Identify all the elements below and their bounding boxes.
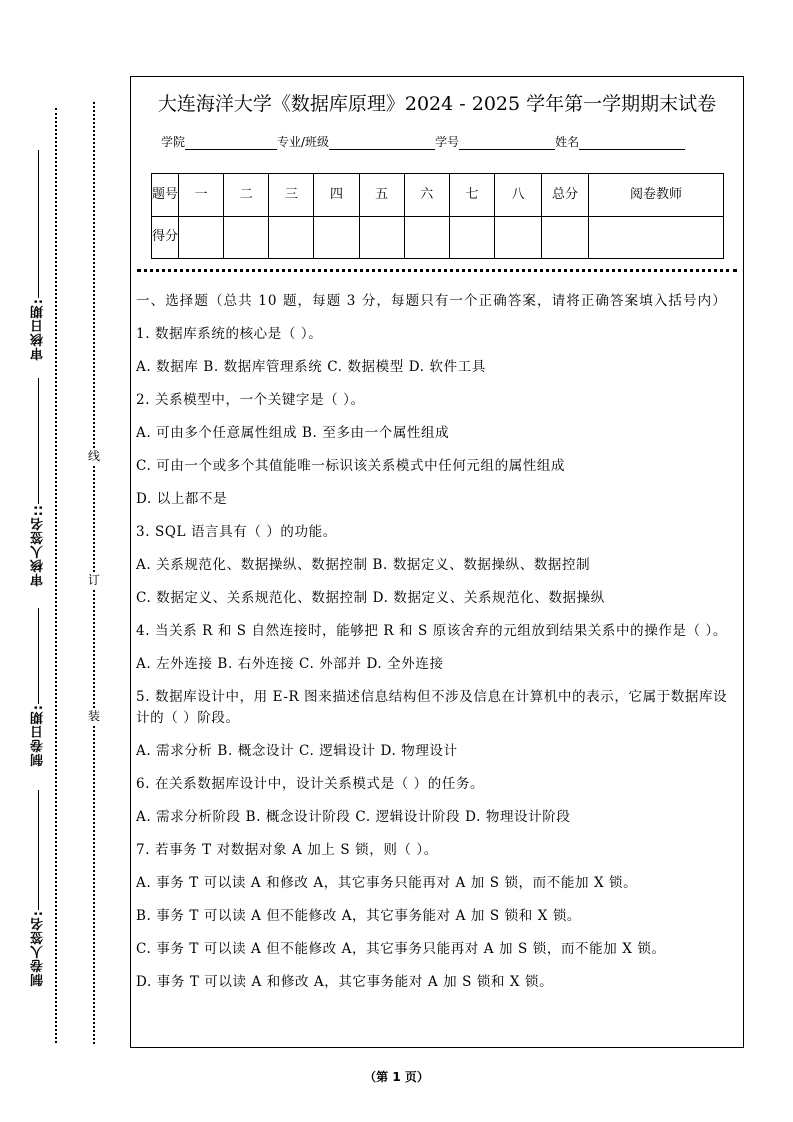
reviewer-signature-line [38, 378, 39, 504]
col-header-grader: 阅卷教师 [589, 174, 724, 217]
score-cell[interactable] [179, 216, 224, 259]
row-label-score: 得分 [152, 216, 179, 259]
option-line: A. 需求分析阶段 B. 概念设计阶段 C. 逻辑设计阶段 D. 物理设计阶段 [136, 809, 571, 825]
make-date-line [38, 608, 39, 704]
reviewer-signature-label: 审核人签名:: [30, 504, 46, 587]
margin-dotted-rule [55, 108, 57, 1043]
score-cell[interactable] [314, 216, 359, 259]
score-cell[interactable] [269, 216, 314, 259]
header-separator [137, 269, 737, 272]
score-cell[interactable] [404, 216, 449, 259]
review-date-line [38, 150, 39, 298]
bind-line-char: 线 [87, 449, 100, 463]
option-line: A. 关系规范化、数据操纵、数据控制 B. 数据定义、数据操纵、数据控制 [136, 557, 591, 573]
col-header: 四 [314, 174, 359, 217]
score-table [151, 173, 724, 259]
col-header: 八 [495, 174, 542, 217]
question-line: 4. 当关系 R 和 S 自然连接时，能够把 R 和 S 原该舍弃的元组放到结果关系中的操作是（ ）。 [136, 623, 727, 639]
exam-frame [130, 76, 744, 1048]
score-cell[interactable] [449, 216, 494, 259]
score-table-header-row [152, 174, 724, 217]
bind-staple-char: 订 [87, 573, 100, 587]
maker-signature-field [28, 790, 48, 986]
question-line: 5. 数据库设计中，用 E-R 图来描述信息结构但不涉及信息在计算机中的表示，它属于数据库设计的（ ）阶段。 [136, 689, 728, 726]
college-blank[interactable] [185, 137, 277, 150]
option-line: C. 可由一个或多个其值能唯一标识该关系模式中任何元组的属性组成 [136, 458, 566, 474]
major-blank[interactable] [329, 137, 435, 150]
student-id-blank[interactable] [459, 137, 555, 150]
score-table-score-row [152, 216, 724, 259]
bind-fold-char: 装 [87, 709, 100, 723]
question-line: 3. SQL 语言具有（ ）的功能。 [136, 524, 337, 540]
student-info-row [161, 133, 685, 150]
question-line: 7. 若事务 T 对数据对象 A 加上 S 锁，则（ ）。 [136, 842, 438, 858]
option-line: A. 事务 T 可以读 A 和修改 A，其它事务只能再对 A 加 S 锁，而不能加 X 锁。 [136, 875, 638, 891]
option-line: A. 左外连接 B. 右外连接 C. 外部并 D. 全外连接 [136, 656, 444, 672]
score-cell-grader[interactable] [589, 216, 724, 259]
option-line: A. 需求分析 B. 概念设计 C. 逻辑设计 D. 物理设计 [136, 743, 458, 759]
section-heading: 一、选择题（总共 10 题，每题 3 分，每题只有一个正确答案，请将正确答案填入括号内） [136, 293, 727, 309]
maker-signature-label: 制卷人签名: [30, 910, 46, 987]
make-date-field [28, 608, 48, 766]
score-cell[interactable] [359, 216, 404, 259]
score-cell[interactable] [495, 216, 542, 259]
score-cell-total[interactable] [542, 216, 589, 259]
option-line: C. 事务 T 可以读 A 但不能修改 A，其它事务只能再对 A 加 S 锁，而不能加 X 锁。 [136, 941, 666, 957]
col-header: 七 [449, 174, 494, 217]
col-header: 五 [359, 174, 404, 217]
college-label: 学院 [161, 135, 186, 149]
option-line: D. 事务 T 可以读 A 和修改 A，其它事务能对 A 加 S 锁和 X 锁。 [136, 974, 554, 990]
col-header: 六 [404, 174, 449, 217]
col-header: 一 [179, 174, 224, 217]
exam-title: 大连海洋大学《数据库原理》2024 - 2025 学年第一学期期末试卷 [157, 93, 717, 115]
name-label: 姓名 [555, 135, 580, 149]
page-number: （第 1 页） [364, 1070, 429, 1084]
option-line: B. 事务 T 可以读 A 但不能修改 A，其它事务能对 A 加 S 锁和 X 锁。 [136, 908, 582, 924]
question-line: 6. 在关系数据库设计中，设计关系模式是（ ）的任务。 [136, 776, 485, 792]
reviewer-signature-field [28, 378, 48, 586]
question-line: 1. 数据库系统的核心是（ ）。 [136, 326, 323, 342]
review-date-label: 审核日期: [30, 298, 46, 361]
maker-signature-line [38, 790, 39, 910]
question-line: 2. 关系模型中，一个关键字是（ ）。 [136, 392, 365, 408]
score-cell[interactable] [224, 216, 269, 259]
review-date-field [28, 150, 48, 360]
name-blank[interactable] [579, 137, 685, 150]
option-line: C. 数据定义、关系规范化、数据控制 D. 数据定义、关系规范化、数据操纵 [136, 590, 605, 606]
row-label-question-no: 题号 [152, 174, 179, 217]
make-date-label: 制卷日期: [30, 704, 46, 767]
option-line: A. 可由多个任意属性组成 B. 至多由一个属性组成 [136, 425, 450, 441]
option-line: A. 数据库 B. 数据库管理系统 C. 数据模型 D. 软件工具 [136, 359, 486, 375]
section-multiple-choice [136, 291, 739, 1005]
col-header: 三 [269, 174, 314, 217]
option-line: D. 以上都不是 [136, 491, 228, 507]
major-label: 专业/班级 [277, 135, 330, 149]
col-header-total: 总分 [542, 174, 589, 217]
col-header: 二 [224, 174, 269, 217]
student-id-label: 学号 [435, 135, 460, 149]
